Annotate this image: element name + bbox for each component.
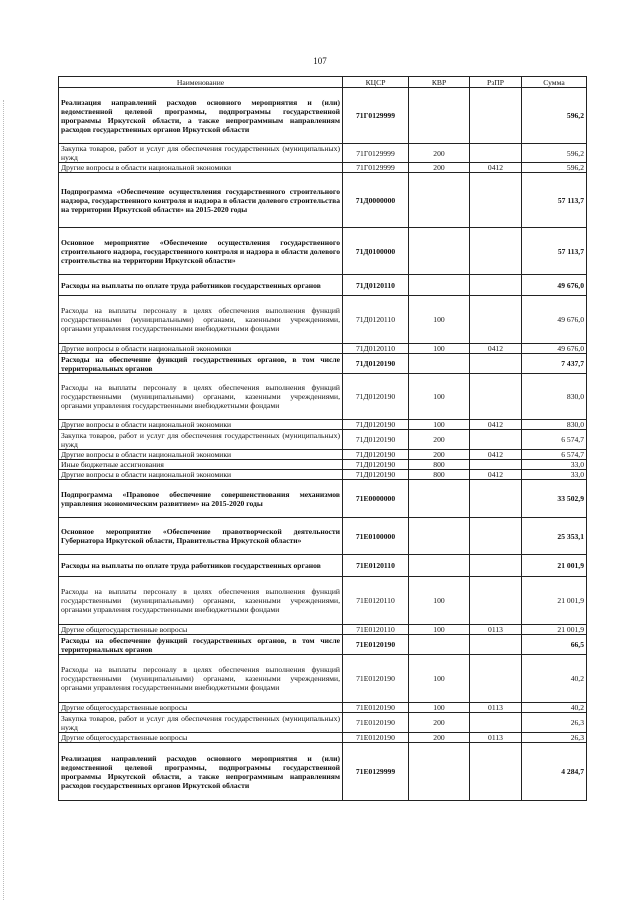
cell-kvr	[409, 743, 470, 801]
cell-sum: 57 113,7	[522, 228, 587, 275]
table-row	[59, 144, 587, 163]
cell-name: Основное мероприятие «Обеспечение правотворческой деятельности Губернатора Иркутской области, Правительства Иркутской области»	[59, 518, 343, 555]
cell-name: Закупка товаров, работ и услуг для обеспечения государственных (муниципальных) нужд	[59, 144, 343, 163]
cell-kvr	[409, 635, 470, 655]
table-row	[59, 344, 587, 354]
cell-code: 71Г0129999	[343, 163, 409, 173]
cell-code: 71Д0120190	[343, 374, 409, 420]
cell-name: Другие общегосударственные вопросы	[59, 625, 343, 635]
cell-name: Расходы на обеспечение функций государственных органов, в том числе территориальных органов	[59, 635, 343, 655]
cell-kvr: 800	[409, 470, 470, 480]
cell-rzpr	[470, 173, 522, 228]
table-body	[59, 88, 587, 801]
cell-name: Иные бюджетные ассигнования	[59, 460, 343, 470]
cell-name: Реализация направлений расходов основного мероприятия и (или) ведомственной целевой программы, подпрограммы государственной программы Иркутской области, а также непрограммным направлениям расходов государственных органов Иркутской области	[59, 743, 343, 801]
table-row	[59, 625, 587, 635]
cell-name: Расходы на выплаты по оплате труда работников государственных органов	[59, 275, 343, 296]
cell-kvr: 200	[409, 144, 470, 163]
cell-code: 71Е0120190	[343, 703, 409, 713]
cell-kvr: 800	[409, 460, 470, 470]
cell-sum: 4 284,7	[522, 743, 587, 801]
table-row	[59, 374, 587, 420]
cell-rzpr	[470, 144, 522, 163]
cell-code: 71Д0100000	[343, 228, 409, 275]
cell-rzpr	[470, 713, 522, 733]
cell-rzpr	[470, 228, 522, 275]
cell-code: 71Д0120110	[343, 296, 409, 344]
budget-table	[58, 76, 587, 801]
cell-rzpr	[470, 655, 522, 703]
cell-sum: 40,2	[522, 655, 587, 703]
table-row	[59, 655, 587, 703]
table-row	[59, 577, 587, 625]
cell-sum: 596,2	[522, 163, 587, 173]
cell-kvr	[409, 88, 470, 144]
table-row	[59, 354, 587, 374]
table-row	[59, 163, 587, 173]
cell-name: Другие вопросы в области национальной экономики	[59, 450, 343, 460]
table-row	[59, 743, 587, 801]
table-header-row	[59, 77, 587, 88]
cell-rzpr: 0412	[470, 163, 522, 173]
cell-rzpr	[470, 88, 522, 144]
cell-rzpr	[470, 374, 522, 420]
table-row	[59, 703, 587, 713]
cell-rzpr	[470, 480, 522, 518]
cell-name: Другие вопросы в области национальной экономики	[59, 470, 343, 480]
cell-rzpr	[470, 354, 522, 374]
cell-code: 71Г0129999	[343, 144, 409, 163]
cell-code: 71Д0120190	[343, 470, 409, 480]
cell-code: 71Е0120110	[343, 555, 409, 577]
cell-rzpr	[470, 743, 522, 801]
table-row	[59, 518, 587, 555]
cell-kvr: 200	[409, 430, 470, 450]
cell-name: Закупка товаров, работ и услуг для обеспечения государственных (муниципальных) нужд	[59, 713, 343, 733]
cell-sum: 33 502,9	[522, 480, 587, 518]
table-row	[59, 228, 587, 275]
cell-name: Закупка товаров, работ и услуг для обеспечения государственных (муниципальных) нужд	[59, 430, 343, 450]
cell-sum: 66,5	[522, 635, 587, 655]
cell-kvr	[409, 173, 470, 228]
cell-code: 71Е0120190	[343, 733, 409, 743]
cell-sum: 21 001,9	[522, 625, 587, 635]
table-row	[59, 430, 587, 450]
cell-kvr: 100	[409, 577, 470, 625]
cell-sum: 40,2	[522, 703, 587, 713]
cell-name: Расходы на выплаты персоналу в целях обеспечения выполнения функций государственными (муниципальными) органами, казенными учреждениями, органами управления государственными внебюджетными фондами	[59, 374, 343, 420]
header-sum: Сумма	[522, 77, 587, 88]
cell-sum: 33,0	[522, 470, 587, 480]
cell-name: Расходы на выплаты персоналу в целях обеспечения выполнения функций государственными (муниципальными) органами, казенными учреждениями, органами управления государственными внебюджетными фондами	[59, 296, 343, 344]
cell-sum: 830,0	[522, 374, 587, 420]
cell-rzpr: 0412	[470, 344, 522, 354]
cell-rzpr	[470, 296, 522, 344]
header-code: КЦСР	[343, 77, 409, 88]
table-row	[59, 450, 587, 460]
cell-name: Реализация направлений расходов основного мероприятия и (или) ведомственной целевой программы, подпрограммы государственной программы Иркутской области, а также непрограммным направлениям расходов государственных органов Иркутской области	[59, 88, 343, 144]
cell-rzpr: 0412	[470, 450, 522, 460]
cell-name: Подпрограмма «Правовое обеспечение совершенствования механизмов управления экономическим развитием» на 2015-2020 годы	[59, 480, 343, 518]
cell-rzpr	[470, 275, 522, 296]
cell-name: Расходы на обеспечение функций государственных органов, в том числе территориальных органов	[59, 354, 343, 374]
cell-sum: 6 574,7	[522, 450, 587, 460]
cell-name: Расходы на выплаты персоналу в целях обеспечения выполнения функций государственными (муниципальными) органами, казенными учреждениями, органами управления государственными внебюджетными фондами	[59, 577, 343, 625]
cell-kvr: 200	[409, 450, 470, 460]
cell-code: 71Д0000000	[343, 173, 409, 228]
cell-kvr: 100	[409, 655, 470, 703]
cell-code: 71Е0120190	[343, 713, 409, 733]
cell-sum: 6 574,7	[522, 430, 587, 450]
cell-kvr: 100	[409, 296, 470, 344]
cell-name: Другие общегосударственные вопросы	[59, 703, 343, 713]
cell-rzpr	[470, 518, 522, 555]
cell-rzpr: 0412	[470, 420, 522, 430]
cell-kvr	[409, 480, 470, 518]
cell-sum: 21 001,9	[522, 555, 587, 577]
cell-sum: 57 113,7	[522, 173, 587, 228]
table-row	[59, 480, 587, 518]
cell-kvr	[409, 555, 470, 577]
cell-rzpr	[470, 430, 522, 450]
cell-code: 71Д0120190	[343, 450, 409, 460]
cell-code: 71Е0120190	[343, 635, 409, 655]
cell-name: Подпрограмма «Обеспечение осуществления государственного строительного надзора, государственного контроля и надзора в области долевого строительства на территории Иркутской области» на 2015-2020 годы	[59, 173, 343, 228]
header-kvr: КВР	[409, 77, 470, 88]
cell-code: 71Е0120110	[343, 625, 409, 635]
cell-rzpr: 0113	[470, 625, 522, 635]
cell-code: 71Д0120190	[343, 430, 409, 450]
table-row	[59, 88, 587, 144]
cell-code: 71Д0120190	[343, 354, 409, 374]
cell-kvr: 200	[409, 713, 470, 733]
cell-kvr	[409, 275, 470, 296]
cell-code: 71Д0120190	[343, 460, 409, 470]
cell-rzpr	[470, 460, 522, 470]
cell-sum: 49 676,0	[522, 344, 587, 354]
cell-sum: 830,0	[522, 420, 587, 430]
header-name: Наименование	[59, 77, 343, 88]
table-row	[59, 555, 587, 577]
cell-kvr: 200	[409, 163, 470, 173]
cell-kvr: 200	[409, 733, 470, 743]
cell-sum: 26,3	[522, 713, 587, 733]
table-row	[59, 470, 587, 480]
cell-name: Другие общегосударственные вопросы	[59, 733, 343, 743]
cell-name: Другие вопросы в области национальной экономики	[59, 344, 343, 354]
header-rzpr: РзПР	[470, 77, 522, 88]
table-row	[59, 275, 587, 296]
cell-name: Основное мероприятие «Обеспечение осуществления государственного строительного надзора, государственного контроля и надзора в области долевого строительства на территории Иркутской области»	[59, 228, 343, 275]
cell-name: Расходы на выплаты по оплате труда работников государственных органов	[59, 555, 343, 577]
cell-rzpr: 0113	[470, 703, 522, 713]
cell-code: 71Е0120110	[343, 577, 409, 625]
cell-rzpr	[470, 555, 522, 577]
cell-sum: 596,2	[522, 144, 587, 163]
cell-sum: 49 676,0	[522, 296, 587, 344]
cell-kvr	[409, 518, 470, 555]
cell-kvr: 100	[409, 420, 470, 430]
cell-sum: 21 001,9	[522, 577, 587, 625]
cell-kvr: 100	[409, 374, 470, 420]
table-row	[59, 635, 587, 655]
cell-sum: 596,2	[522, 88, 587, 144]
cell-code: 71Д0120110	[343, 344, 409, 354]
table-row	[59, 460, 587, 470]
cell-code: 71Е0100000	[343, 518, 409, 555]
page-number: 107	[313, 56, 327, 66]
cell-sum: 25 353,1	[522, 518, 587, 555]
cell-kvr: 100	[409, 344, 470, 354]
cell-sum: 26,3	[522, 733, 587, 743]
cell-sum: 33,0	[522, 460, 587, 470]
cell-code: 71Д0120190	[343, 420, 409, 430]
scan-margin-artifact	[3, 100, 6, 900]
cell-rzpr	[470, 577, 522, 625]
cell-kvr: 100	[409, 703, 470, 713]
cell-code: 71Г0129999	[343, 88, 409, 144]
cell-name: Другие вопросы в области национальной экономики	[59, 420, 343, 430]
cell-kvr: 100	[409, 625, 470, 635]
cell-code: 71Д0120110	[343, 275, 409, 296]
cell-code: 71Е0000000	[343, 480, 409, 518]
cell-rzpr: 0113	[470, 733, 522, 743]
table-row	[59, 733, 587, 743]
table-row	[59, 713, 587, 733]
cell-rzpr	[470, 635, 522, 655]
cell-code: 71Е0129999	[343, 743, 409, 801]
cell-rzpr: 0412	[470, 470, 522, 480]
cell-kvr	[409, 228, 470, 275]
table-row	[59, 420, 587, 430]
cell-sum: 7 437,7	[522, 354, 587, 374]
cell-sum: 49 676,0	[522, 275, 587, 296]
cell-kvr	[409, 354, 470, 374]
cell-name: Другие вопросы в области национальной экономики	[59, 163, 343, 173]
table-row	[59, 296, 587, 344]
cell-code: 71Е0120190	[343, 655, 409, 703]
table-row	[59, 173, 587, 228]
cell-name: Расходы на выплаты персоналу в целях обеспечения выполнения функций государственными (муниципальными) органами, казенными учреждениями, органами управления государственными внебюджетными фондами	[59, 655, 343, 703]
